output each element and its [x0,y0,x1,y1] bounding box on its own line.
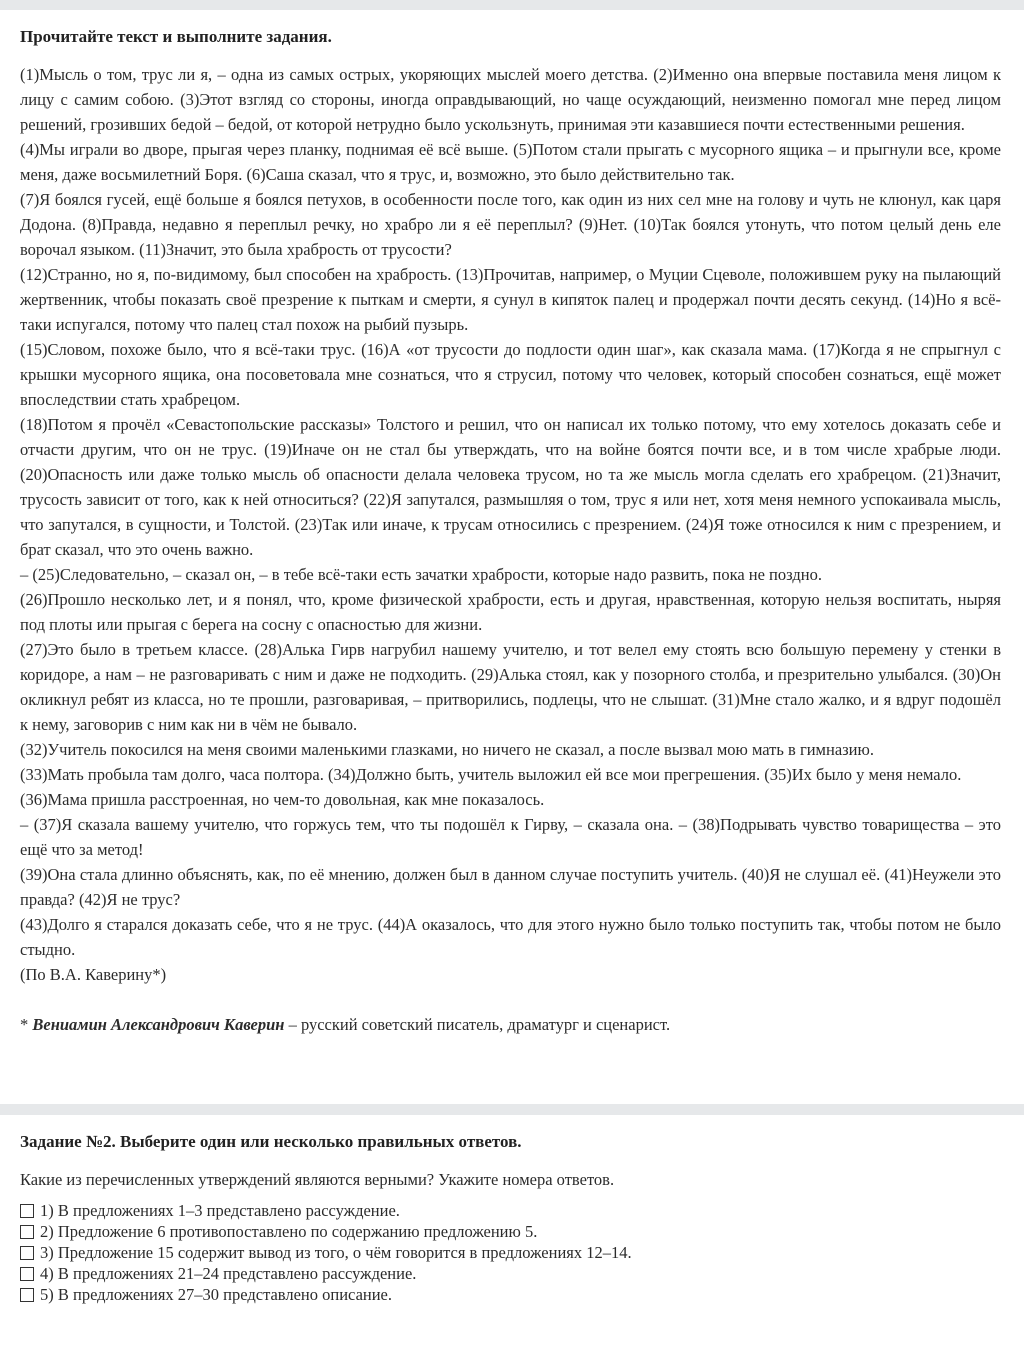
paragraph: (4)Мы играли во дворе, прыгая через планку, поднимая её всё выше. (5)Потом стали прыгать с мусорного ящика – и прыгнули все, кроме меня, даже восьмилетний Боря. (6)Саша сказал, что я трус, и, возможно, это было действительно так. [20,140,1001,184]
answer-option-2[interactable] [20,1221,1001,1242]
answer-option-1[interactable] [20,1200,1001,1221]
passage-text [20,62,1001,987]
paragraph: – (37)Я сказала вашему учителю, что горжусь тем, что ты подошёл к Гирву, – сказала она. – (38)Подрывать чувство товарищества – это ещё что за метод! [20,815,1001,859]
answer-option-5[interactable] [20,1284,1001,1305]
option-label: 1) В предложениях 1–3 представлено рассуждение. [40,1201,400,1220]
answer-option-4[interactable] [20,1263,1001,1284]
option-label: 4) В предложениях 21–24 представлено рассуждение. [40,1264,417,1283]
option-label: 3) Предложение 15 содержит вывод из того, о чём говорится в предложениях 12–14. [40,1243,632,1262]
option-label: 2) Предложение 6 противопоставлено по содержанию предложению 5. [40,1222,538,1241]
reading-heading: Прочитайте текст и выполните задания. [20,27,332,46]
footnote-text: – русский советский писатель, драматург и сценарист. [284,1015,671,1034]
paragraph: (18)Потом я прочёл «Севастопольские рассказы» Толстого и решил, что он написал их только потому, что ему хотелось доказать себе и отчасти другим, что он не трус. (19)Иначе он не стал бы утверждать, что на войне боятся почти все, и в том числе храбрые люди. (20)Опасность или даже только мысль об опасности делала человека трусом, но та же мысль могла сделать его храбрецом. (21)Значит, трусость зависит от того, как к ней относиться? (22)Я запутался, размышляя о том, трус я или нет, хотя меня немного успокаивала мысль, что запутался, в сущности, и Толстой. (23)Так или иначе, к трусам относились с презрением. (24)Я тоже относился к ним с презрением, и брат сказал, что это очень важно. [20,415,1001,559]
checkbox[interactable] [20,1267,34,1281]
task-title: Задание №2. Выберите один или несколько правильных ответов. [20,1132,522,1151]
paragraph: (43)Долго я старался доказать себе, что я не трус. (44)А оказалось, что для этого нужно было только поступить так, чтобы потом не было стыдно. [20,915,1001,959]
footnote-author: Вениамин Александрович Каверин [32,1015,285,1034]
checkbox[interactable] [20,1288,34,1302]
section-divider [0,1104,1024,1115]
paragraph: (15)Словом, похоже было, что я всё-таки трус. (16)А «от трусости до подлости один шаг», как сказала мама. (17)Когда я не спрыгнул с крышки мусорного ящика, она посоветовала мне сознаться, что я струсил, потому что человек, который способен сознаться, ещё может впоследствии стать храбрецом. [20,340,1001,409]
paragraph: (1)Мысль о том, трус ли я, – одна из самых острых, укоряющих мыслей моего детства. (2)Именно она впервые поставила меня лицом к лицу с самим собою. (3)Этот взгляд со стороны, иногда оправдывающий, но чаще осуждающий, неизменно помогал мне перед лицом решений, грозивших бедой – бедой, от которой нетрудно было ускользнуть, принимая эти казавшиеся почти естественными решения. [20,65,1001,134]
checkbox[interactable] [20,1225,34,1239]
author-footnote [20,1012,1001,1037]
paragraph: (32)Учитель покосился на меня своими маленькими глазками, но ничего не сказал, а после вызвал мою мать в гимназию. [20,740,874,759]
top-divider [0,0,1024,10]
option-label: 5) В предложениях 27–30 представлено описание. [40,1285,393,1304]
task-section [20,1130,1001,1305]
paragraph: (39)Она стала длинно объяснять, как, по её мнению, должен был в данном случае поступить учитель. (40)Я не слушал её. (41)Неужели это правда? (42)Я не трус? [20,865,1001,909]
answer-options [20,1200,1001,1305]
reading-section [20,24,1001,1037]
paragraph: (26)Прошло несколько лет, и я понял, что, кроме физической храбрости, есть и другая, нравственная, которую нельзя воспитать, ныряя под плоты или прыгая с берега на сосну с опасностью для жизни. [20,590,1001,634]
paragraph: (27)Это было в третьем классе. (28)Алька Гирв нагрубил нашему учителю, и тот велел ему стоять всю большую перемену у стенки в коридоре, а нам – не разговаривать с ним и даже не подходить. (29)Алька стоял, как у позорного столба, и презрительно улыбался. (30)Он окликнул ребят из класса, но те прошли, разговаривая, – притворились, подлецы, что не слышат. (31)Мне стало жалко, и я вдруг подошёл к нему, заговорив с ним как ни в чём не бывало. [20,640,1001,734]
task-question: Какие из перечисленных утверждений являются верными? Укажите номера ответов. [20,1170,615,1189]
paragraph: (7)Я боялся гусей, ещё больше я боялся петухов, в особенности после того, как один из них сел мне на голову и чуть не клюнул, как царя Додона. (8)Правда, недавно я переплыл речку, но храбро ли я её переплыл? (9)Нет. (10)Так боялся утонуть, что потом целый день еле ворочал языком. (11)Значит, это была храбрость от трусости? [20,190,1001,259]
paragraph: – (25)Следовательно, – сказал он, – в тебе всё-таки есть зачатки храбрости, которые надо развить, пока не поздно. [20,565,822,584]
footnote-marker: * [20,1015,33,1034]
paragraph: (36)Мама пришла расстроенная, но чем-то довольная, как мне показалось. [20,790,545,809]
checkbox[interactable] [20,1246,34,1260]
paragraph: (33)Мать пробыла там долго, часа полтора. (34)Должно быть, учитель выложил ей все мои прегрешения. (35)Их было у меня немало. [20,765,962,784]
checkbox[interactable] [20,1204,34,1218]
source-attribution: (По В.А. Каверину*) [20,965,167,984]
answer-option-3[interactable] [20,1242,1001,1263]
paragraph: (12)Странно, но я, по-видимому, был способен на храбрость. (13)Прочитав, например, о Муции Сцеволе, положившем руку на пылающий жертвенник, чтобы показать своё презрение к пыткам и смерти, я сунул в кипяток палец и продержал почти десять секунд. (14)Но я всё-таки испугался, потому что палец стал похож на рыбий пузырь. [20,265,1001,334]
